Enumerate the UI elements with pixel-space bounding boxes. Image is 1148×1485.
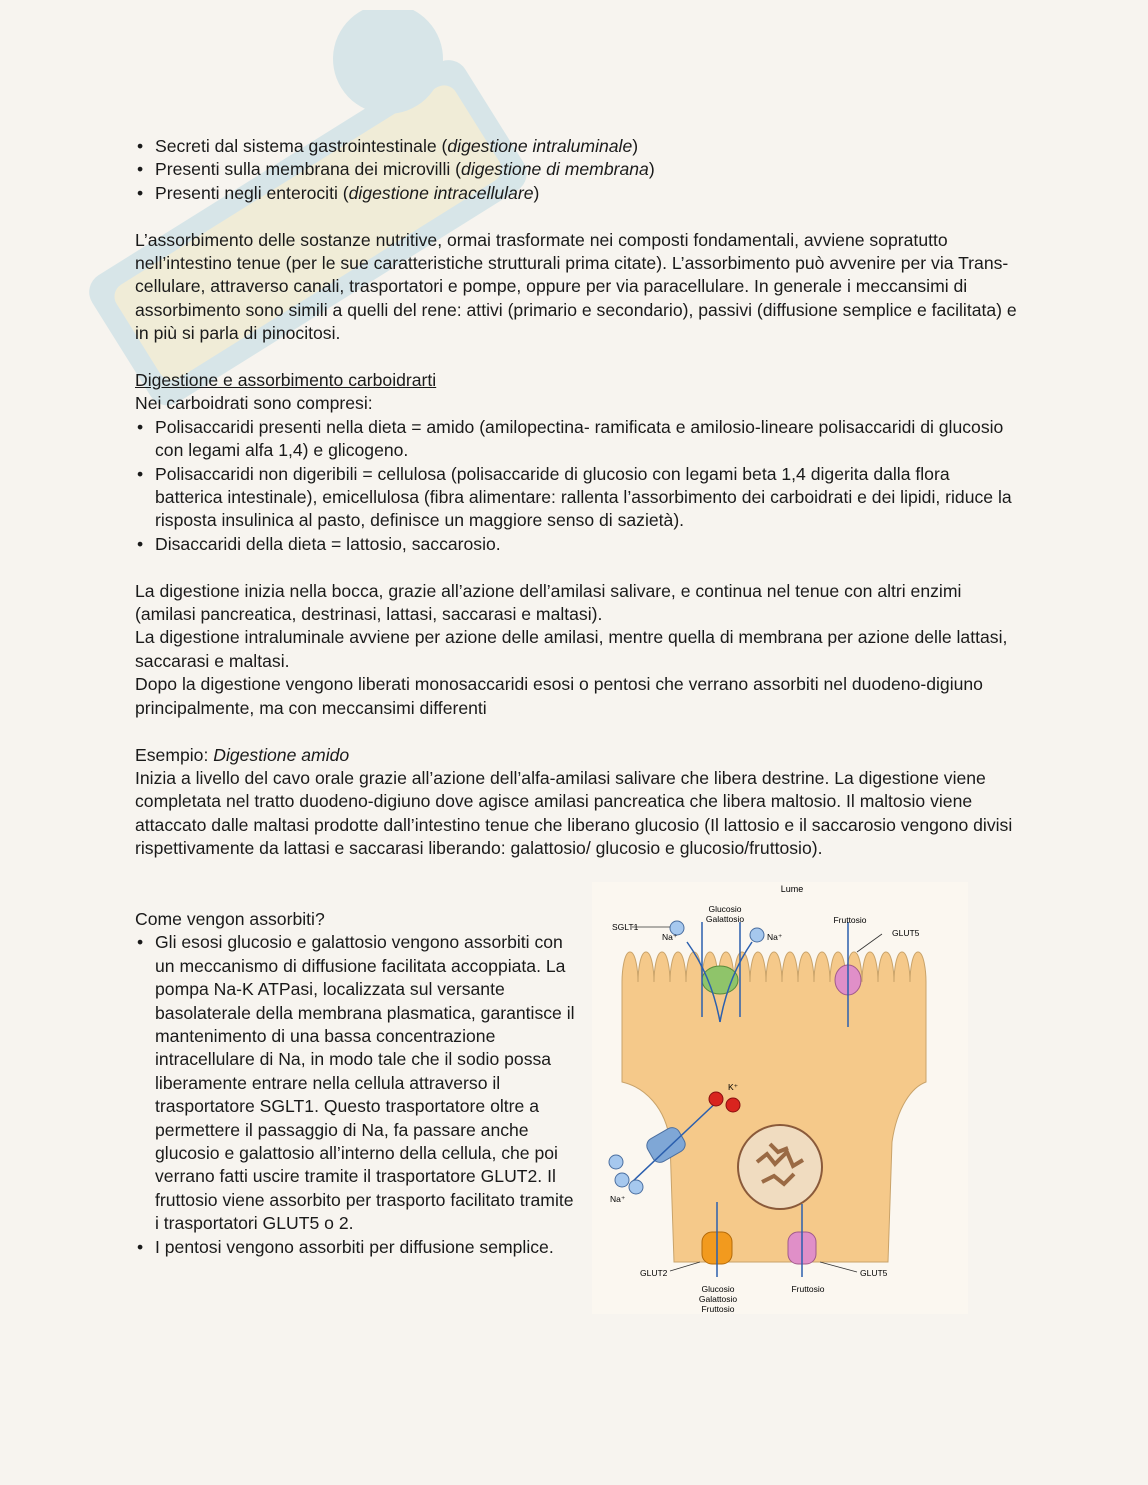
main-content xyxy=(135,135,1020,861)
fruttosio-glut2-label: Fruttosio xyxy=(701,1304,735,1314)
na-ion xyxy=(750,928,764,942)
intro-bullet: • Secreti dal sistema gastrointestinale (digestione intraluminale) xyxy=(135,135,1020,158)
carbs-heading: Digestione e assorbimento carboidrarti xyxy=(135,370,437,391)
glut2-label: GLUT2 xyxy=(640,1268,668,1278)
digestion-paragraph: La digestione inizia nella bocca, grazie all’azione dell’amilasi salivare, e continua nel tenue con altri enzimi (amilasi pancreatica, destrinasi, lattasi, saccarasi e maltasi). xyxy=(135,580,962,625)
fruttosio-top-label: Fruttosio xyxy=(833,915,867,925)
na-label-left: Na⁺ xyxy=(662,932,678,942)
enterocyte-figure xyxy=(592,882,968,1314)
absorption-bullet-list xyxy=(135,931,575,1259)
carbs-bullet: • Polisaccaridi non digeribili = cellulosa (polisaccaride di glucosio con legami beta 1,4 digerita dalla flora batterica intestinale), emicellulosa (fibra alimentare: rallenta l’assorbimento dei carboidrati e dei lipidi, riduce la risposta insulinica al pasto, definisce un maggiore senso di sazietà). xyxy=(135,463,1020,533)
absorption-bullet: • Gli esosi glucosio e galattosio vengono assorbiti con un meccanismo di diffusione facilitata accoppiata. La pompa Na-K ATPasi, localizzata sul versante basolaterale della membrana plasmatica, garantisce il mantenimento di una bassa concentrazione intracellulare di Na, in modo tale che il sodio possa liberamente entrare nella cellula attraverso il trasportatore SGLT1. Questo trasportatore oltre a permettere il passaggio di Na, fa passare anche glucosio e galattosio all’interno della cellula, che poi verrano fatti uscire tramite il trasportatore GLUT2. Il fruttosio viene assorbito per trasporto facilitato tramite i trasportatori GLUT5 o 2. xyxy=(135,931,575,1235)
k-label: K⁺ xyxy=(728,1082,739,1092)
carbs-intro: Nei carboidrati sono compresi: xyxy=(135,393,373,414)
intro-bullet: • Presenti sulla membrana dei microvilli (digestione di membrana) xyxy=(135,158,1020,181)
sglt1-label: SGLT1 xyxy=(612,922,639,932)
glucosio-top-label: Glucosio xyxy=(708,904,742,914)
lume-label: Lume xyxy=(780,884,804,894)
example-heading: Esempio: Digestione amido xyxy=(135,744,350,765)
absorption-bullet: • I pentosi vengono assorbiti per diffusione semplice. xyxy=(135,1236,575,1259)
question-heading: Come vengon assorbiti? xyxy=(135,909,325,929)
nucleus xyxy=(738,1125,822,1209)
example-paragraph: Inizia a livello del cavo orale grazie all’azione dell’alfa-amilasi salivare che libera destrine. La digestione viene completata nel tratto duodeno-digiuno dove agisce amilasi pancreatica che libera maltosio. Il maltosio viene attaccato dalle maltasi prodotte dall’intestino tenue che liberano glucosio (Il lattosio e il saccarosio vengono divisi rispettivamente da lattasi e saccarasi liberando: galattosio/ glucosio e glucosio/fruttosio). xyxy=(135,767,1013,859)
fruttosio-glut5-label: Fruttosio xyxy=(791,1284,825,1294)
absorption-section xyxy=(135,908,575,1259)
intro-bullet-list xyxy=(135,135,1020,205)
glucosio-bottom-label: Glucosio xyxy=(701,1284,735,1294)
galattosio-top-label: Galattosio xyxy=(705,914,745,924)
na-pump-label: Na⁺ xyxy=(610,1194,626,1204)
carbs-bullet: • Disaccaridi della dieta = lattosio, saccarosio. xyxy=(135,533,1020,556)
glut5-top-label: GLUT5 xyxy=(892,928,920,938)
k-ion xyxy=(726,1098,740,1112)
digestion-paragraph: La digestione intraluminale avviene per azione delle amilasi, mentre quella di membrana per azione delle lattasi, saccarasi e maltasi. xyxy=(135,627,1008,671)
na-ion xyxy=(609,1155,623,1169)
k-ion xyxy=(709,1092,723,1106)
galattosio-bottom-label: Galattosio xyxy=(698,1294,738,1304)
carbs-bullet: • Polisaccaridi presenti nella dieta = amido (amilopectina- ramificata e amilosio-lineare polisaccaridi di glucosio con legami alfa 1,4) e glicogeno. xyxy=(135,416,1020,463)
na-label-right: Na⁺ xyxy=(767,932,783,942)
intro-bullet: • Presenti negli enterociti (digestione intracellulare) xyxy=(135,182,1020,205)
digestion-paragraph: Dopo la digestione vengono liberati monosaccaridi esosi o pentosi che verrano assorbiti nel duodeno-digiuno principalmente, ma con meccansimi differenti xyxy=(135,674,983,718)
absorption-paragraph: L’assorbimento delle sostanze nutritive, ormai trasformate nei composti fondamentali, avviene sopratutto nell’intestino tenue (per le sue caratteristiche strutturali prima citate). L’assorbimento può avvenire per via Trans-cellulare, attraverso canali, trasportatori e pompe, oppure per via paracellulare. In generale i meccansimi di assorbimento sono simili a quelli del rene: attivi (primario e secondario), passivi (diffusione semplice e facilitata) e in più si parla di pinocitosi. xyxy=(135,229,1017,344)
carbs-bullet-list xyxy=(135,416,1020,556)
glut5-bottom-label: GLUT5 xyxy=(860,1268,888,1278)
na-ion xyxy=(615,1173,629,1187)
na-ion xyxy=(629,1180,643,1194)
